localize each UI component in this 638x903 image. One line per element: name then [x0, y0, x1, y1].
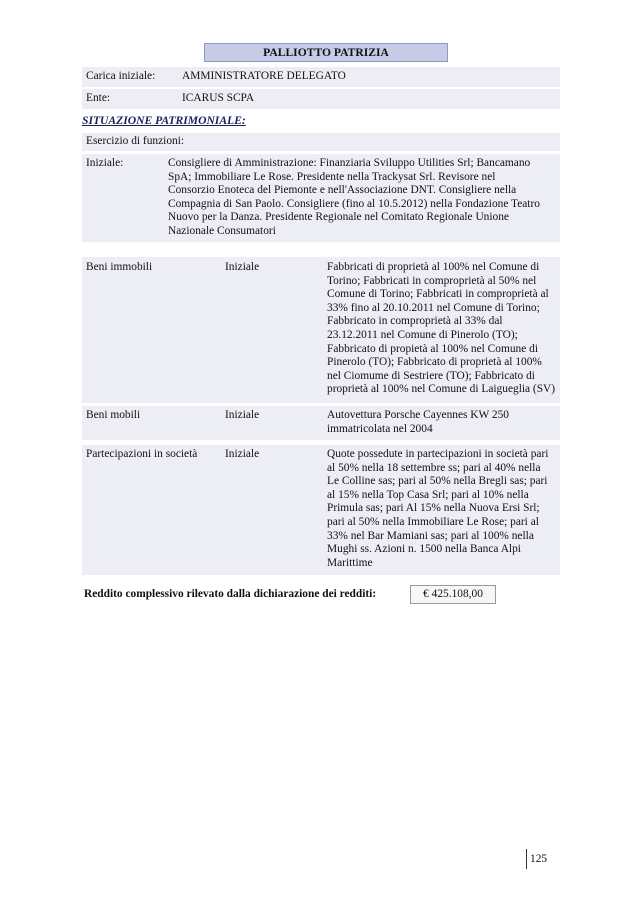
text-line: Fabbricati di proprietà al 100% nel Comune di	[327, 261, 540, 273]
text-line: Pinerolo (TO); Fabbricato di proprietà al 100%	[327, 356, 542, 369]
section-title: SITUAZIONE PATRIMONIALE:	[82, 114, 246, 127]
text-line: Consigliere di Amministrazione: Finanziaria Sviluppo Utilities Srl; Bancamano	[168, 157, 531, 169]
text-line: Autovettura Porsche Cayennes KW 250	[327, 409, 509, 421]
beni-immobili-row	[82, 257, 560, 403]
text-line: Compagnia di San Paolo. Consigliere (fino al 10.5.2012) nella Fondazione Teatro	[168, 197, 540, 210]
page-number: 125	[530, 853, 548, 865]
iniziale-label: Iniziale:	[86, 157, 124, 169]
page-number-divider	[526, 849, 527, 869]
text-line: 23.12.2011 nel Comune di Pinerolo (TO);	[327, 328, 518, 341]
iniziale-row	[82, 154, 560, 242]
text-line: Torino; Fabbricati in comproprietà al 50% nel	[327, 274, 537, 287]
carica-value: AMMINISTRATORE DELEGATO	[182, 70, 346, 82]
partecipazioni-status: Iniziale	[225, 448, 260, 460]
text-line: Comune di Torino; Fabbricati in comproprietà al	[327, 288, 549, 301]
text-line: Consorzio Enoteca del Piemonte e nell'Associazione DNT. Consigliere nella	[168, 184, 517, 197]
text-line: Mughi ss. Azioni n. 1500 nella Banca Alpi	[327, 543, 521, 556]
partecipazioni-row	[82, 445, 560, 575]
beni-immobili-description	[327, 261, 555, 397]
carica-label: Carica iniziale:	[86, 70, 156, 82]
income-label: Reddito complessivo rilevato dalla dichiarazione dei redditi:	[84, 588, 377, 600]
income-value: € 425.108,00	[410, 585, 496, 604]
text-line: 33% fino al 20.10.2011 nel Comune di Torino;	[327, 301, 540, 314]
carica-row	[82, 67, 560, 87]
text-line: Fabbricato in comproprietà al 33% dal	[327, 315, 503, 328]
partecipazioni-category: Partecipazioni in società	[86, 448, 198, 460]
text-line: proprietà al 100% nel Comune di Laigueglia (SV)	[327, 383, 556, 396]
ente-value: ICARUS SCPA	[182, 92, 255, 104]
beni-mobili-row	[82, 406, 560, 440]
beni-immobili-category: Beni immobili	[86, 261, 153, 273]
beni-mobili-category: Beni mobili	[86, 409, 141, 421]
text-line: Nuovo per la Danza. Presidente Regionale nel Comitato Regionale Unione	[168, 211, 509, 224]
text-line: pari al 50% nella Immobiliare Le Rose; pari al	[327, 515, 539, 528]
text-line: SpA; Immobiliare Le Rose. Presidente nella Trackysat Srl. Revisore nel	[168, 170, 496, 183]
text-line: al 50% nella 18 settembre ss; pari al 40% nella	[327, 461, 541, 474]
iniziale-text	[168, 157, 540, 239]
text-line: al 15% nella Top Casa Srl; pari al 10% nella	[327, 488, 529, 501]
text-line: nel Ciomume di Sestriere (TO); Fabbricato di	[327, 369, 535, 382]
beni-mobili-description	[327, 409, 509, 436]
ente-label: Ente:	[86, 92, 111, 104]
text-line: immatricolata nel 2004	[327, 422, 433, 435]
text-line: Quote possedute in partecipazioni in società pari	[327, 448, 549, 460]
beni-mobili-status: Iniziale	[225, 409, 260, 421]
text-line: Le Colline sas; pari al 50% nella Bregli sas; pari	[327, 475, 548, 488]
text-line: Marittime	[327, 556, 373, 569]
beni-immobili-status: Iniziale	[225, 261, 260, 273]
esercizio-label: Esercizio di funzioni:	[86, 135, 185, 147]
text-line: Fabbricato di propietà al 100% nel Comune di	[327, 342, 538, 355]
text-line: Nazionale Consumatori	[168, 224, 276, 237]
esercizio-row	[82, 133, 560, 151]
text-line: 33% nel Bar Mamiani sas; pari al 100% nella	[327, 529, 534, 542]
ente-row	[82, 89, 560, 109]
person-name-header: PALLIOTTO PATRIZIA	[204, 43, 448, 62]
partecipazioni-description	[327, 448, 548, 570]
text-line: Primula sas; pari Al 15% nella Nuova Ersi Srl;	[327, 502, 540, 515]
